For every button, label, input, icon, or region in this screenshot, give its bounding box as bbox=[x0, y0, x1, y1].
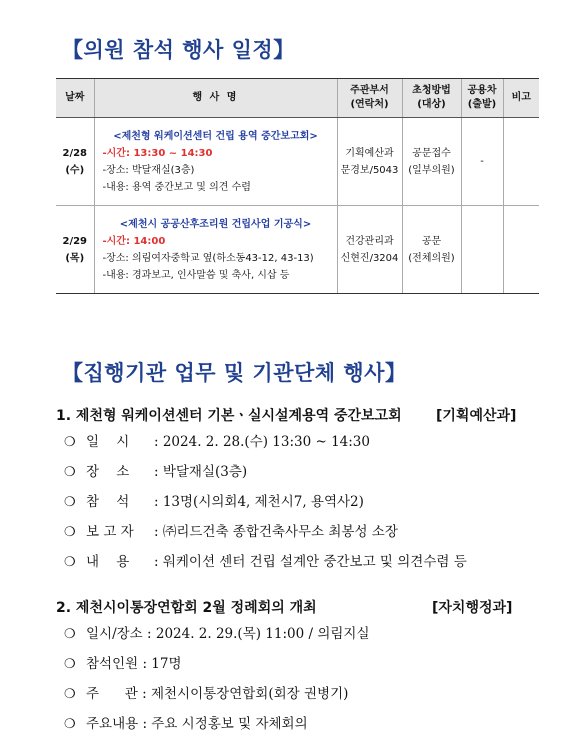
section-title-agency-events: 【집행기관 업무 및 기관단체 행사】 bbox=[62, 361, 407, 385]
event-place: -장소: 의림여자중학교 옆(하소동43-12, 43-13) bbox=[102, 252, 314, 264]
event-content: -내용: 용역 중간보고 및 의견 수렴 bbox=[102, 181, 251, 193]
detail-label: 일 시 bbox=[86, 434, 130, 450]
row-event bbox=[94, 118, 337, 206]
header-car: 공용차 (출발) bbox=[461, 79, 503, 118]
row-car bbox=[461, 206, 503, 294]
detail-label: 주 관 bbox=[86, 686, 138, 702]
list-item bbox=[64, 624, 370, 654]
row-event bbox=[94, 206, 337, 294]
detail-value: : 17명 bbox=[138, 656, 182, 672]
row-date: 2/28 (수) bbox=[56, 118, 94, 206]
detail-label: 참석인원 bbox=[86, 656, 139, 672]
circle-bullet-icon: ❍ bbox=[64, 525, 76, 540]
event-title: <제천시 공공산후조리원 건립사업 기공식> bbox=[119, 218, 312, 230]
detail-value: : 박달재실(3층) bbox=[154, 464, 248, 480]
detail-label: 보 고 자 bbox=[86, 524, 134, 540]
header-note: 비고 bbox=[503, 79, 539, 118]
council-event-schedule-table bbox=[56, 78, 539, 294]
event-place: -장소: 박달재실(3층) bbox=[102, 164, 195, 176]
circle-bullet-icon: ❍ bbox=[64, 717, 76, 732]
detail-label: 참 석 bbox=[86, 494, 130, 510]
circle-bullet-icon: ❍ bbox=[64, 495, 76, 510]
item-heading-workation-report: 1. 제천형 워케이션센터 기본ㆍ실시설계용역 중간보고회 bbox=[56, 408, 402, 424]
header-dept: 주관부서 (연락처) bbox=[337, 79, 402, 118]
row-date: 2/29 (목) bbox=[56, 206, 94, 294]
row-note bbox=[503, 118, 539, 206]
row-note bbox=[503, 206, 539, 294]
list-item bbox=[64, 714, 370, 744]
item-details-list bbox=[64, 624, 370, 744]
list-item bbox=[64, 522, 467, 552]
section-title-council-events: 【의원 참석 행사 일정】 bbox=[62, 38, 295, 62]
detail-label: 내 용 bbox=[86, 554, 130, 570]
circle-bullet-icon: ❍ bbox=[64, 657, 76, 672]
list-item bbox=[64, 654, 370, 684]
list-item bbox=[64, 492, 467, 522]
event-content: -내용: 경과보고, 인사말씀 및 축사, 시삽 등 bbox=[102, 269, 290, 281]
circle-bullet-icon: ❍ bbox=[64, 555, 76, 570]
table-row bbox=[56, 118, 539, 206]
row-dept: 건강관리과 신현진/3204 bbox=[337, 206, 402, 294]
list-item bbox=[64, 432, 467, 462]
list-item bbox=[64, 684, 370, 714]
table-header-row bbox=[56, 79, 539, 118]
circle-bullet-icon: ❍ bbox=[64, 687, 76, 702]
item-dept-planning-budget: [기획예산과] bbox=[436, 408, 517, 424]
header-date: 날짜 bbox=[56, 79, 94, 118]
detail-label: 장 소 bbox=[86, 464, 130, 480]
detail-label: 일시/장소 bbox=[86, 626, 143, 642]
event-title: <제천형 워케이션센터 건립 용역 중간보고회> bbox=[113, 130, 318, 142]
event-time: -시간: 14:00 bbox=[102, 235, 166, 247]
detail-value: : 2024. 2. 28.(수) 13:30 ~ 14:30 bbox=[154, 434, 370, 450]
circle-bullet-icon: ❍ bbox=[64, 465, 76, 480]
detail-label: 주요내용 bbox=[86, 716, 139, 732]
detail-value: : 제천시이통장연합회(회장 권병기) bbox=[137, 686, 349, 702]
list-item bbox=[64, 552, 467, 582]
header-method: 초청방법 (대상) bbox=[402, 79, 461, 118]
detail-value: : 워케이션 센터 건립 설계안 중간보고 및 의견수렴 등 bbox=[154, 554, 467, 570]
circle-bullet-icon: ❍ bbox=[64, 435, 76, 450]
item-heading-tongjang-meeting: 2. 제천시이통장연합회 2월 정례회의 개최 bbox=[56, 600, 317, 616]
header-event: 행 사 명 bbox=[94, 79, 337, 118]
detail-value: : ㈜리드건축 종합건축사무소 최봉성 소장 bbox=[154, 524, 398, 540]
circle-bullet-icon: ❍ bbox=[64, 627, 76, 642]
event-time: -시간: 13:30 ~ 14:30 bbox=[102, 147, 213, 159]
detail-value: : 13명(시의회4, 제천시7, 용역사2) bbox=[154, 494, 364, 510]
table-row bbox=[56, 206, 539, 294]
detail-value: : 주요 시정홍보 및 자체회의 bbox=[138, 716, 308, 732]
row-dept: 기획예산과 문경보/5043 bbox=[337, 118, 402, 206]
row-car: - bbox=[461, 118, 503, 206]
item-dept-autonomous-admin: [자치행정과] bbox=[432, 600, 513, 616]
row-method: 공문 (전체의원) bbox=[402, 206, 461, 294]
detail-value: : 2024. 2. 29.(목) 11:00 / 의림지실 bbox=[142, 626, 370, 642]
item-details-list bbox=[64, 432, 467, 582]
row-method: 공문접수 (일부의원) bbox=[402, 118, 461, 206]
list-item bbox=[64, 462, 467, 492]
